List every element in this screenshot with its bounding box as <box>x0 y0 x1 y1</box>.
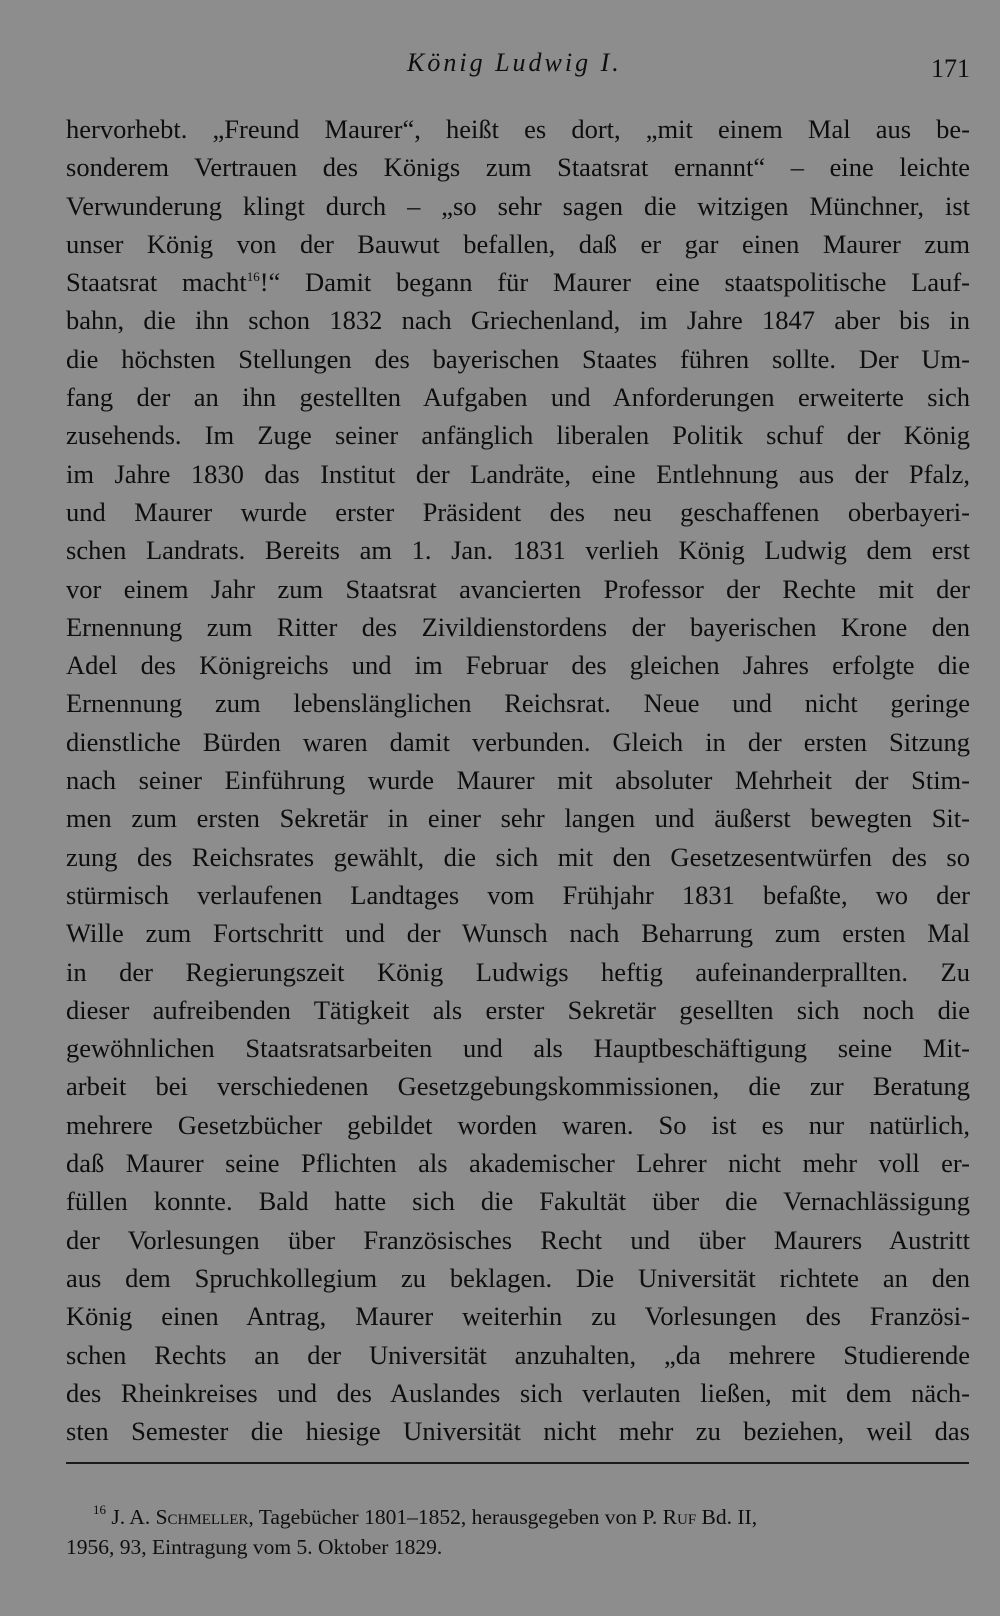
text-line: in der Regierungszeit König Ludwigs heftig aufeinanderprallten. Zu <box>66 956 970 987</box>
text-line: mehrere Gesetzbücher gebildet worden waren. So ist es nur natürlich, <box>66 1109 970 1140</box>
text-line: der Vorlesungen über Französisches Recht und über Maurers Austritt <box>66 1224 970 1255</box>
text-line: Verwunderung klingt durch – „so sehr sagen die witzigen Münchner, ist <box>66 190 970 221</box>
text-line: hervorhebt. „Freund Maurer“, heißt es dort, „mit einem Mal aus be- <box>66 114 970 144</box>
text-line: und Maurer wurde erster Präsident des neu geschaffenen oberbayeri- <box>66 496 970 527</box>
text-line: unser König von der Bauwut befallen, daß er gar einen Maurer zum <box>66 228 970 259</box>
running-title: König Ludwig I. <box>407 48 622 77</box>
text-fragment: Staatsrat macht <box>66 267 247 298</box>
text-line: zusehends. Im Zuge seiner anfänglich liberalen Politik schuf der König <box>66 420 970 451</box>
text-line <box>66 263 970 301</box>
body-text <box>66 110 970 1450</box>
page-header <box>0 48 1000 88</box>
text-line: nach seiner Einführung wurde Maurer mit absoluter Mehrheit der Stim- <box>66 765 970 796</box>
footnote-text: Bd. II, <box>696 1505 758 1529</box>
footnote-divider <box>66 1462 969 1464</box>
page-number: 171 <box>931 54 970 83</box>
text-line: dienstliche Bürden waren damit verbunden. Gleich in der ersten Sitzung <box>66 726 970 757</box>
text-line: füllen konnte. Bald hatte sich die Fakultät über die Vernachlässigung <box>66 1186 970 1217</box>
footnote-line <box>66 1502 970 1532</box>
footnote <box>66 1502 970 1562</box>
footnote-author: J. A. Schmeller <box>111 1505 249 1529</box>
text-line: die höchsten Stellungen des bayerischen Staates führen sollte. Der Um- <box>66 343 970 374</box>
text-line: König einen Antrag, Maurer weiterhin zu Vorlesungen des Französi- <box>66 1301 970 1332</box>
text-line: sonderem Vertrauen des Königs zum Staatsrat ernannt“ – eine leichte <box>66 152 970 183</box>
text-line: schen Landrats. Bereits am 1. Jan. 1831 verlieh König Ludwig dem erst <box>66 535 970 566</box>
text-line: sten Semester die hiesige Universität nicht mehr zu beziehen, weil das <box>66 1416 970 1447</box>
text-line: aus dem Spruchkollegium zu beklagen. Die Universität richtete an den <box>66 1262 970 1293</box>
text-line: vor einem Jahr zum Staatsrat avancierten Professor der Rechte mit der <box>66 573 970 604</box>
footnote-reference[interactable]: 16 <box>246 269 260 285</box>
text-line: fang der an ihn gestellten Aufgaben und Anforderungen erweiterte sich <box>66 382 970 413</box>
text-line: schen Rechts an der Universität anzuhalten, „da mehrere Studierende <box>66 1339 970 1370</box>
text-line: Ernennung zum lebenslänglichen Reichsrat. Neue und nicht geringe <box>66 688 970 719</box>
text-line: zung des Reichsrates gewählt, die sich mit den Gesetzesentwürfen des so <box>66 841 970 872</box>
text-line: Adel des Königreichs und im Februar des gleichen Jahres erfolgte die <box>66 650 970 681</box>
text-line: arbeit bei verschiedenen Gesetzgebungskommissionen, die zur Beratung <box>66 1071 970 1102</box>
text-line: bahn, die ihn schon 1832 nach Griechenland, im Jahre 1847 aber bis in <box>66 305 970 336</box>
text-line: gewöhnlichen Staatsratsarbeiten und als Hauptbeschäftigung seine Mit- <box>66 1033 970 1064</box>
footnote-text: , Tagebücher 1801–1852, herausgegeben von P. <box>248 1505 663 1529</box>
text-line: des Rheinkreises und des Auslandes sich verlauten ließen, mit dem näch- <box>66 1377 970 1408</box>
text-line: Wille zum Fortschritt und der Wunsch nach Beharrung zum ersten Mal <box>66 918 970 949</box>
footnote-editor: Ruf <box>662 1505 697 1529</box>
text-line: im Jahre 1830 das Institut der Landräte, eine Entlehnung aus der Pfalz, <box>66 458 970 489</box>
text-line: stürmisch verlaufenen Landtages vom Frühjahr 1831 befaßte, wo der <box>66 879 970 910</box>
text-line: dieser aufreibenden Tätigkeit als erster Sekretär gesellten sich noch die <box>66 994 970 1025</box>
text-line: men zum ersten Sekretär in einer sehr langen und äußerst bewegten Sit- <box>66 803 970 834</box>
text-line: daß Maurer seine Pflichten als akademischer Lehrer nicht mehr voll er- <box>66 1148 970 1179</box>
text-fragment: !“ Damit begann für Maurer eine staatspolitische Lauf- <box>259 267 970 298</box>
footnote-marker: 16 <box>93 1502 106 1517</box>
text-line: Ernennung zum Ritter des Zivildienstordens der bayerischen Krone den <box>66 611 970 642</box>
footnote-line: 1956, 93, Eintragung vom 5. Oktober 1829. <box>66 1535 443 1559</box>
